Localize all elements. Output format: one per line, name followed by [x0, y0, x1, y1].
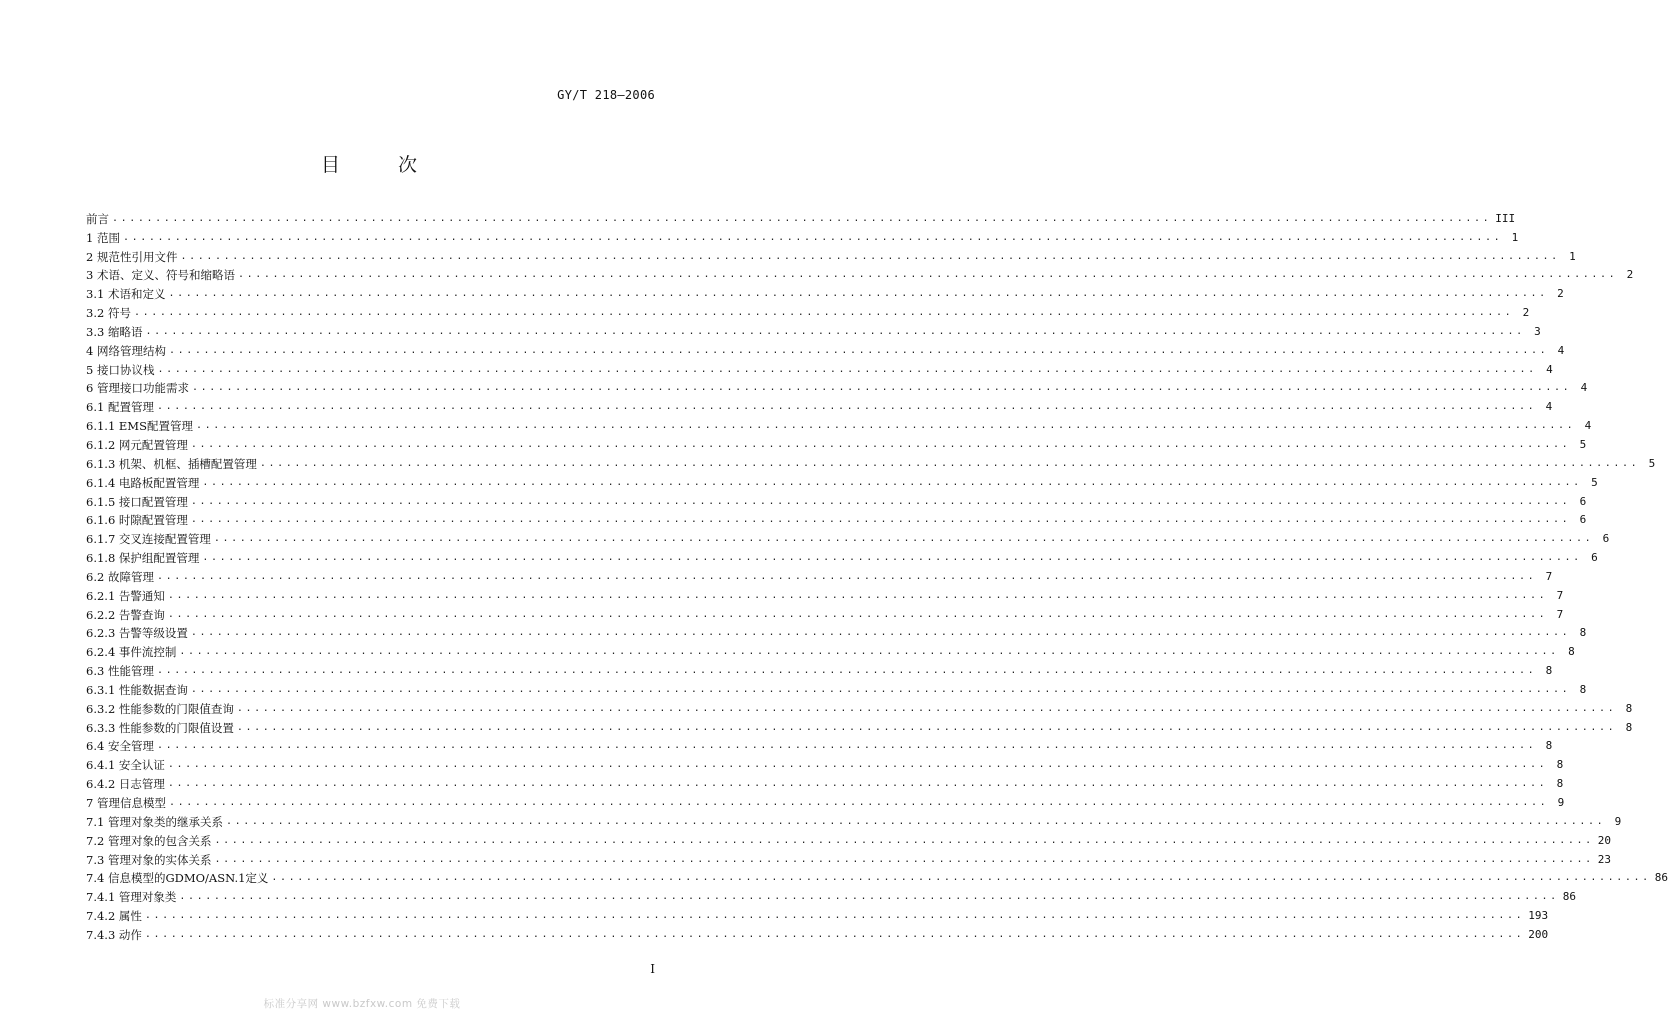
- toc-entry-label: 6.1.1 EMS配置管理: [86, 419, 193, 434]
- toc-entry-label: 6.2.3 告警等级设置: [86, 626, 188, 641]
- toc-entry[interactable]: [86, 831, 1611, 850]
- toc-entry-label: 6.3.3 性能参数的门限值设置: [86, 720, 234, 735]
- toc-entry[interactable]: [86, 341, 1565, 360]
- toc-leader-dots: ................................................................................................................................................................: [190, 495, 1571, 507]
- toc-entry-page: 2: [1557, 287, 1564, 301]
- toc-entry-label: 2 规范性引用文件: [86, 249, 178, 264]
- toc-entry-label: 1 范围: [86, 230, 120, 245]
- toc-entry[interactable]: [86, 737, 1553, 756]
- toc-leader-dots: ................................................................................................................................................................: [180, 250, 1560, 262]
- toc-leader-dots: ................................................................................................................................................................: [236, 721, 1617, 733]
- toc-entry-label: 7.4.1 管理对象类: [86, 890, 177, 905]
- toc-entry-label: 6.1.3 机架、机框、插槽配置管理: [86, 456, 257, 471]
- toc-entry-label: 前言: [86, 211, 109, 226]
- toc-entry-page: III: [1495, 211, 1516, 225]
- toc-entry[interactable]: [86, 586, 1564, 605]
- toc-leader-dots: ................................................................................................................................................................: [157, 363, 1537, 375]
- toc-entry-page: 8: [1545, 664, 1553, 678]
- toc-entry[interactable]: [86, 642, 1575, 661]
- toc-entry[interactable]: [86, 718, 1633, 737]
- toc-entry-label: 6.1 配置管理: [86, 400, 154, 415]
- toc-entry[interactable]: [86, 812, 1622, 831]
- toc-entry-label: 6 管理接口功能需求: [86, 381, 189, 396]
- toc-leader-dots: ................................................................................................................................................................: [168, 288, 1548, 300]
- toc-entry-label: 6.1.6 时隙配置管理: [86, 513, 188, 528]
- toc-entry[interactable]: [86, 548, 1598, 567]
- toc-entry-label: 6.1.7 交叉连接配置管理: [86, 532, 211, 547]
- toc-entry-page: 6: [1591, 551, 1598, 565]
- toc-entry-label: 3.2 符号: [86, 306, 131, 321]
- toc-entry[interactable]: [86, 680, 1587, 699]
- toc-entry-label: 6.4 安全管理: [86, 739, 154, 754]
- toc-entry[interactable]: [86, 529, 1610, 548]
- toc-entry-label: 7.4.2 属性: [86, 909, 142, 924]
- toc-entry[interactable]: [86, 850, 1611, 869]
- toc-leader-dots: ................................................................................................................................................................: [167, 608, 1548, 620]
- toc-entry-page: 8: [1579, 626, 1587, 640]
- toc-entry-page: 7: [1545, 569, 1553, 583]
- toc-entry-label: 6.2.2 告警查询: [86, 607, 165, 622]
- toc-entry[interactable]: [86, 511, 1587, 530]
- toc-entry-label: 3.3 缩略语: [86, 324, 143, 339]
- toc-entry-label: 6.3 性能管理: [86, 664, 154, 679]
- toc-entry-label: 7.1 管理对象类的继承关系: [86, 814, 223, 829]
- toc-entry[interactable]: [86, 624, 1587, 643]
- toc-entry[interactable]: [86, 247, 1576, 266]
- toc-leader-dots: ................................................................................................................................................................: [144, 910, 1525, 922]
- toc-entry-label: 7 管理信息模型: [86, 796, 166, 810]
- toc-leader-dots: ................................................................................................................................................................: [190, 438, 1571, 450]
- toc-entry[interactable]: [86, 473, 1598, 492]
- toc-leader-dots: ................................................................................................................................................................: [191, 382, 1572, 394]
- standard-code: GY/T 218—2006: [557, 88, 655, 102]
- toc-entry-page: 9: [1557, 796, 1565, 809]
- toc-entry-page: 8: [1568, 645, 1575, 659]
- toc-entry[interactable]: [86, 492, 1587, 511]
- toc-entry-label: 7.3 管理对象的实体关系: [86, 852, 212, 867]
- toc-entry-page: 8: [1556, 758, 1564, 772]
- toc-entry-label: 3.1 术语和定义: [86, 287, 166, 302]
- toc-entry[interactable]: [86, 416, 1592, 435]
- toc-entry-page: 23: [1597, 852, 1611, 866]
- toc-entry[interactable]: [86, 322, 1541, 341]
- toc-leader-dots: ................................................................................................................................................................: [225, 815, 1606, 827]
- toc-entry-page: 86: [1562, 890, 1576, 904]
- toc-leader-dots: ................................................................................................................................................................: [167, 589, 1548, 601]
- toc-leader-dots: ................................................................................................................................................................: [236, 702, 1617, 714]
- toc-entry-page: 1: [1511, 230, 1519, 244]
- toc-entry[interactable]: [86, 454, 1656, 473]
- toc-entry-page: 3: [1534, 324, 1541, 338]
- toc-leader-dots: ................................................................................................................................................................: [156, 740, 1537, 752]
- toc-entry-page: 6: [1602, 532, 1610, 546]
- toc-entry-label: 5 接口协议栈: [86, 362, 155, 377]
- toc-leader-dots: ................................................................................................................................................................: [145, 325, 1525, 337]
- toc-leader-dots: ................................................................................................................................................................: [202, 476, 1582, 488]
- toc-entry-page: 8: [1625, 720, 1633, 734]
- toc-entry-page: 7: [1556, 588, 1564, 602]
- toc-entry[interactable]: [86, 284, 1564, 303]
- toc-entry[interactable]: [86, 228, 1519, 247]
- toc-leader-dots: ................................................................................................................................................................: [133, 307, 1514, 319]
- toc-entry-page: 8: [1545, 739, 1553, 753]
- table-of-contents: [86, 209, 1668, 944]
- toc-entry-page: 4: [1580, 381, 1588, 395]
- toc-entry[interactable]: [86, 435, 1587, 454]
- toc-entry[interactable]: [86, 209, 1516, 228]
- toc-leader-dots: ................................................................................................................................................................: [190, 514, 1571, 526]
- toc-entry-page: 4: [1557, 343, 1565, 357]
- toc-entry-label: 6.4.1 安全认证: [86, 758, 165, 773]
- toc-entry-page: 6: [1579, 513, 1587, 527]
- toc-entry-page: 5: [1591, 475, 1598, 489]
- toc-entry[interactable]: [86, 567, 1553, 586]
- page-number: I: [650, 962, 655, 976]
- toc-entry-page: 8: [1579, 682, 1587, 696]
- toc-entry-label: 6.2.1 告警通知: [86, 588, 165, 603]
- toc-leader-dots: ................................................................................................................................................................: [259, 457, 1640, 469]
- toc-entry[interactable]: [86, 906, 1549, 925]
- toc-entry-label: 6.4.2 日志管理: [86, 777, 165, 792]
- toc-leader-dots: ................................................................................................................................................................: [112, 212, 1492, 224]
- toc-leader-dots: ................................................................................................................................................................: [156, 665, 1537, 677]
- toc-leader-dots: ................................................................................................................................................................: [179, 891, 1559, 903]
- toc-entry[interactable]: [86, 605, 1564, 624]
- toc-entry-page: 5: [1648, 456, 1656, 470]
- toc-entry-label: 6.1.2 网元配置管理: [86, 437, 188, 452]
- toc-entry-page: 193: [1528, 909, 1549, 923]
- toc-entry[interactable]: [86, 869, 1668, 888]
- toc-entry-label: 3 术语、定义、符号和缩略语: [86, 268, 235, 283]
- toc-entry[interactable]: [86, 774, 1564, 793]
- toc-entry-label: 7.2 管理对象的包含关系: [86, 833, 212, 848]
- toc-entry[interactable]: [86, 793, 1565, 812]
- toc-entry[interactable]: [86, 925, 1549, 944]
- toc-entry-page: 1: [1569, 249, 1576, 263]
- toc-leader-dots: ................................................................................................................................................................: [167, 778, 1548, 790]
- toc-leader-dots: ................................................................................................................................................................: [213, 533, 1594, 545]
- toc-entry-page: 8: [1625, 701, 1633, 715]
- toc-entry-page: 200: [1528, 927, 1549, 941]
- toc-entry-label: 7.4.3 动作: [86, 927, 142, 942]
- toc-entry-page: 4: [1545, 400, 1553, 414]
- toc-entry-page: 9: [1614, 814, 1622, 828]
- toc-entry-label: 6.2.4 事件流控制: [86, 645, 177, 660]
- toc-leader-dots: ................................................................................................................................................................: [214, 834, 1594, 846]
- toc-leader-dots: ................................................................................................................................................................: [202, 552, 1582, 564]
- toc-leader-dots: ................................................................................................................................................................: [190, 683, 1571, 695]
- toc-entry-label: 6.2 故障管理: [86, 569, 154, 584]
- toc-entry-page: 4: [1546, 362, 1553, 376]
- toc-entry[interactable]: [86, 360, 1553, 379]
- toc-entry-page: 5: [1579, 437, 1587, 451]
- toc-leader-dots: ................................................................................................................................................................: [144, 928, 1525, 940]
- toc-entry[interactable]: [86, 266, 1634, 285]
- toc-entry-label: 6.1.5 接口配置管理: [86, 494, 188, 509]
- toc-entry[interactable]: [86, 887, 1576, 906]
- toc-entry-label: 6.1.8 保护组配置管理: [86, 551, 200, 566]
- toc-entry-label: 7.4 信息模型的GDMO/ASN.1定义: [86, 871, 269, 886]
- toc-entry-page: 2: [1522, 306, 1530, 320]
- toc-entry[interactable]: [86, 661, 1553, 680]
- toc-leader-dots: ................................................................................................................................................................: [156, 570, 1537, 582]
- toc-leader-dots: ................................................................................................................................................................: [190, 627, 1571, 639]
- toc-leader-dots: ................................................................................................................................................................: [195, 420, 1576, 432]
- toc-entry-page: 20: [1597, 833, 1611, 847]
- toc-entry[interactable]: [86, 755, 1564, 774]
- toc-leader-dots: ................................................................................................................................................................: [168, 344, 1549, 356]
- toc-entry-page: 7: [1556, 607, 1564, 621]
- toc-leader-dots: ................................................................................................................................................................: [156, 401, 1537, 413]
- toc-entry-page: 6: [1579, 494, 1587, 508]
- toc-entry[interactable]: [86, 303, 1530, 322]
- toc-leader-dots: ................................................................................................................................................................: [214, 853, 1594, 865]
- watermark: 标准分享网 www.bzfxw.com 免费下载: [263, 998, 461, 1010]
- toc-leader-dots: ................................................................................................................................................................: [167, 759, 1548, 771]
- toc-entry-page: 4: [1584, 419, 1592, 433]
- toc-entry-label: 6.3.2 性能参数的门限值查询: [86, 701, 234, 716]
- toc-leader-dots: ................................................................................................................................................................: [271, 872, 1651, 884]
- toc-entry-page: 2: [1626, 268, 1634, 282]
- toc-leader-dots: ................................................................................................................................................................: [179, 646, 1559, 658]
- toc-entry[interactable]: [86, 379, 1588, 398]
- toc-leader-dots: ................................................................................................................................................................: [168, 797, 1549, 808]
- toc-leader-dots: ................................................................................................................................................................: [237, 269, 1618, 281]
- toc-leader-dots: ................................................................................................................................................................: [122, 231, 1503, 243]
- toc-title: 目 次: [320, 154, 444, 176]
- toc-entry-label: 6.1.4 电路板配置管理: [86, 475, 200, 490]
- toc-entry-page: 8: [1556, 777, 1564, 791]
- toc-entry[interactable]: [86, 699, 1633, 718]
- toc-entry-page: 86: [1654, 871, 1668, 885]
- toc-entry-label: 6.3.1 性能数据查询: [86, 682, 188, 697]
- toc-entry[interactable]: [86, 397, 1553, 416]
- toc-entry-label: 4 网络管理结构: [86, 343, 166, 358]
